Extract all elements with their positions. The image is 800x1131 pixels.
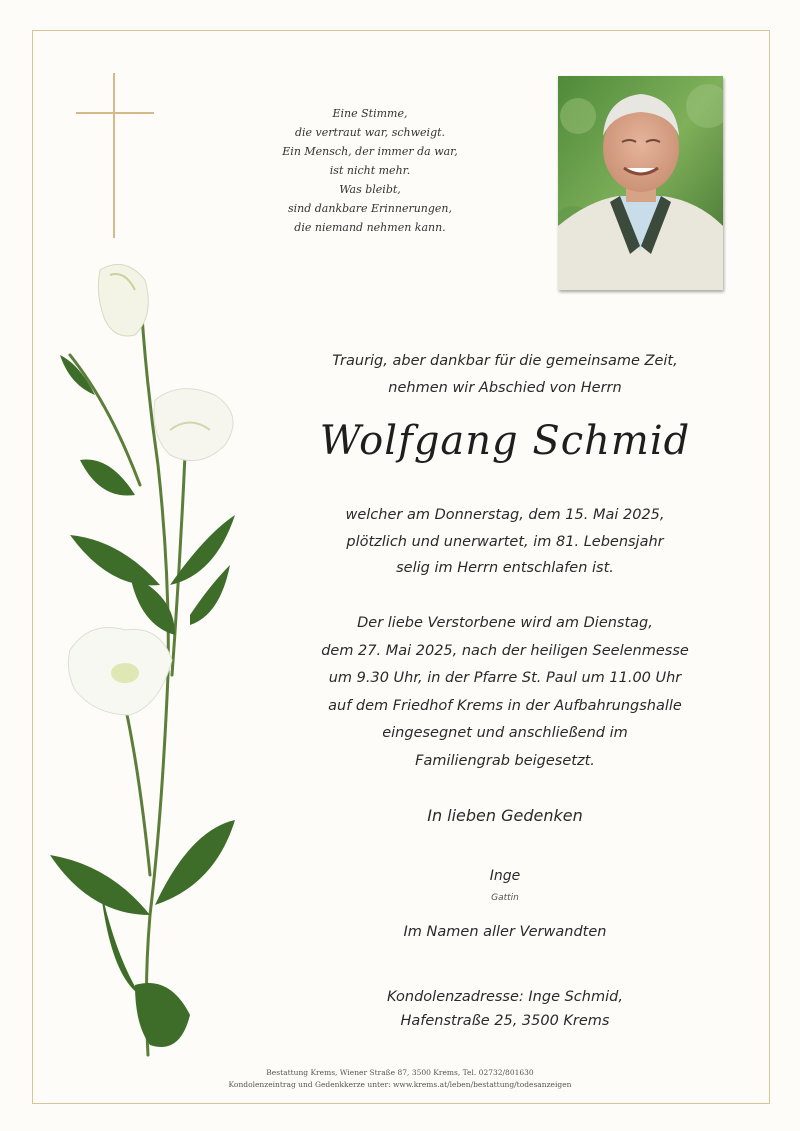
condolence-line: Hafenstraße 25, 3500 Krems xyxy=(400,1013,610,1029)
footer-line: Bestattung Krems, Wiener Straße 87, 3500 Krems, Tel. 02732/801630 xyxy=(266,1068,534,1077)
poem xyxy=(250,104,490,237)
poem-line: Was bleibt, xyxy=(339,183,401,196)
family-line: Im Namen aller Verwandten xyxy=(403,924,607,940)
poem-line: Eine Stimme, xyxy=(332,107,408,120)
funeral-line: um 9.30 Uhr, in der Pfarre St. Paul um 11.00 Uhr xyxy=(328,670,682,686)
flower-illustration xyxy=(40,255,250,1065)
poem-line: die niemand nehmen kann. xyxy=(294,221,446,234)
mourner-name: Inge xyxy=(489,868,521,884)
footer xyxy=(200,1067,600,1091)
funeral-line: auf dem Friedhof Krems in der Aufbahrungshalle xyxy=(328,697,682,714)
funeral-line: Familiengrab beigesetzt. xyxy=(415,752,595,769)
death-notice xyxy=(290,502,720,582)
poem-line: sind dankbare Erinnerungen, xyxy=(287,202,453,215)
poem-line: die vertraut war, schweigt. xyxy=(294,126,446,139)
funeral-line: eingesegnet und anschließend im xyxy=(382,725,628,741)
funeral-details xyxy=(290,610,720,775)
mourner-role: Gattin xyxy=(491,893,519,903)
intro-line: Traurig, aber dankbar für die gemeinsame Zeit, xyxy=(332,353,678,369)
funeral-line: Der liebe Verstorbene wird am Dienstag, xyxy=(357,615,653,631)
portrait-photo xyxy=(558,76,723,290)
intro-text xyxy=(290,348,720,402)
condolence-line: Kondolenzadresse: Inge Schmid, xyxy=(387,989,623,1005)
memory-heading: In lieben Gedenken xyxy=(427,806,583,825)
deceased-name: Wolfgang Schmid xyxy=(319,418,691,464)
death-line: plötzlich und unerwartet, im 81. Lebensjahr xyxy=(346,533,664,550)
funeral-line: dem 27. Mai 2025, nach der heiligen Seelenmesse xyxy=(321,642,689,659)
death-line: welcher am Donnerstag, dem 15. Mai 2025, xyxy=(345,507,665,523)
footer-line: Kondolenzeintrag und Gedenkkerze unter: www.krems.at/leben/bestattung/todesanzeigen xyxy=(228,1080,572,1089)
condolence-address xyxy=(290,985,720,1033)
poem-line: ist nicht mehr. xyxy=(329,164,411,177)
poem-line: Ein Mensch, der immer da war, xyxy=(282,145,458,158)
intro-line: nehmen wir Abschied von Herrn xyxy=(388,380,622,396)
death-line: selig im Herrn entschlafen ist. xyxy=(396,560,614,576)
